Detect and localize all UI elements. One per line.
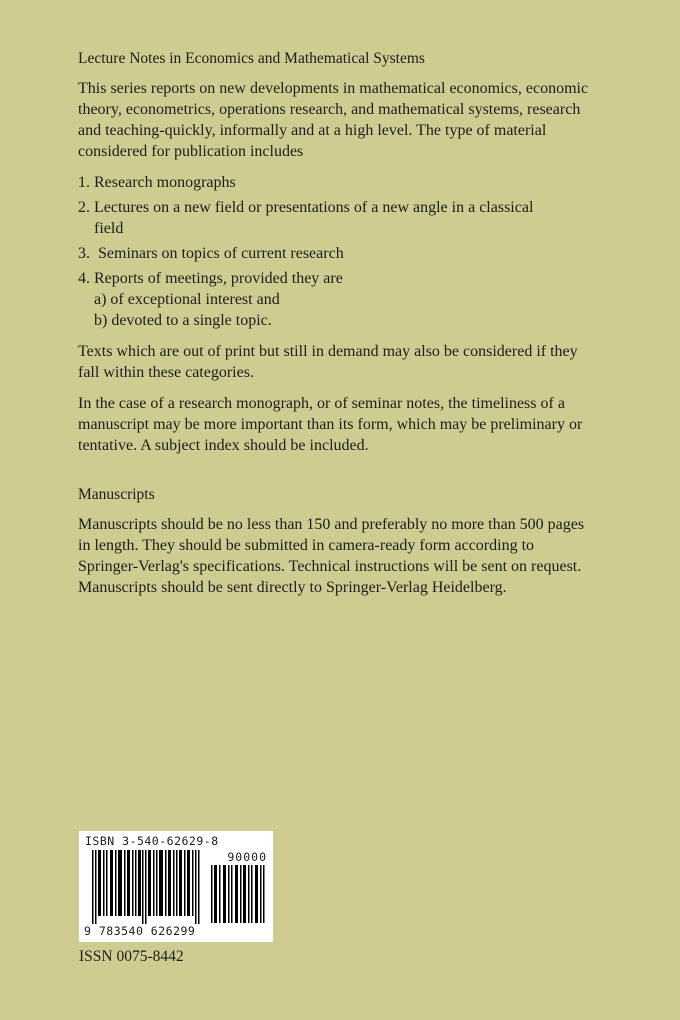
meeting-conditions (78, 289, 598, 331)
issn-number: ISSN 0075-8442 (79, 948, 184, 965)
manuscripts-text: Manuscripts should be no less than 150 and preferably no more than 500 pages in length. They should be submitted in camera-ready form according to Springer-Verlag's specifications. Technical instructions will be sent on request. Manuscripts should be sent directly to Springer-Verlag Heidelberg. (78, 516, 585, 596)
addon-bars (209, 865, 267, 923)
sub-item: a) of exceptional interest and (94, 291, 280, 308)
series-title: Lecture Notes in Economics and Mathematical Systems (78, 50, 425, 67)
isbn-barcode (79, 831, 273, 942)
monograph-note: In the case of a research monograph, or of seminar notes, the timeliness of a manuscript may be more important than its form, which may be preliminary or tentative. A subject index should be included. (78, 395, 583, 454)
list-item: 2. Lectures on a new field or presentations of a new angle in a classical field (78, 199, 534, 237)
sub-item: b) devoted to a single topic. (94, 312, 272, 329)
back-cover-text (78, 50, 598, 598)
material-types-list (78, 172, 598, 331)
out-of-print-note: Texts which are out of print but still in demand may also be considered if they fall within these categories. (78, 343, 578, 381)
list-item: 1. Research monographs (78, 174, 236, 191)
ean-bars (84, 850, 206, 924)
series-description: This series reports on new developments in mathematical economics, economic theory, econometrics, operations research, and mathematical systems, research and teaching-quickly, informally and at a high level. The type of material considered for publication includes (78, 80, 589, 160)
list-item: 3. Seminars on topics of current research (78, 245, 344, 262)
manuscripts-heading: Manuscripts (78, 486, 155, 503)
ean-text: 9 783540 626299 (84, 924, 196, 938)
list-item: 4. Reports of meetings, provided they are a) of exceptional interest and b) devoted to a single topic. (78, 268, 598, 331)
price-addon-text: 90000 (227, 850, 267, 864)
isbn-text: ISBN 3-540-62629-8 (85, 834, 219, 848)
